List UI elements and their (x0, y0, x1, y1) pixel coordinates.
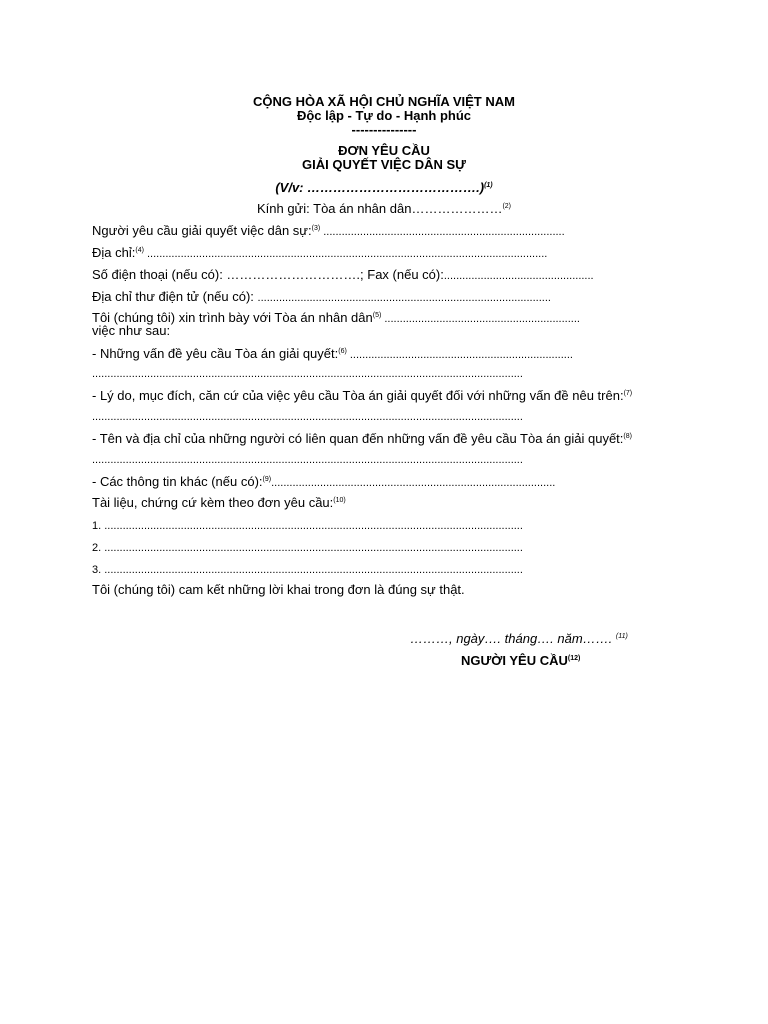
attachment-item: 1. ......................................................................................................................................... (92, 520, 523, 532)
form-title: ĐƠN YÊU CẦU (338, 143, 430, 158)
issues-line: - Những vấn đề yêu cầu Tòa án giải quyết:$^{(6)}$ ......................................................................... (92, 346, 573, 361)
field-phone-fax: Số điện thoại (nếu có): ………………………….; Fax (nếu có):................................................. (92, 267, 594, 282)
country-name: CỘNG HÒA XÃ HỘI CHỦ NGHĨA VIỆT NAM (253, 94, 515, 109)
national-motto: Độc lập - Tự do - Hạnh phúc (296, 108, 472, 123)
issues-fill-line: ............................................................................................................................................. (92, 368, 523, 380)
field-address: Địa chỉ:$^{(4)}$ ................................................................................................................................... (92, 245, 548, 260)
related-persons-line: - Tên và địa chỉ của những người có liên quan đến những vấn đề yêu cầu Tòa án giải quyết:$^{(8)}$ (92, 431, 632, 446)
date-line: ………, ngày…. tháng…. năm……. $^{(11)}$ (410, 631, 628, 646)
header-divider: --------------- (351, 122, 417, 137)
other-info-line: - Các thông tin khác (nếu có):$^{(9)}$............................................................................................. (92, 474, 556, 489)
commitment-statement: Tôi (chúng tôi) cam kết những lời khai trong đơn là đúng sự thật. (92, 582, 465, 597)
form-subtitle: GIẢI QUYẾT VIỆC DÂN SỰ (302, 157, 466, 172)
request-line-cont: việc như sau: (92, 323, 171, 338)
related-persons-fill-line: ............................................................................................................................................. (92, 454, 523, 466)
request-line: Tôi (chúng tôi) xin trình bày với Tòa án nhân dân$^{(5)}$ ................................................................ (92, 310, 580, 325)
reasons-line: - Lý do, mục đích, căn cứ của việc yêu cầu Tòa án giải quyết đối với những vấn đề nêu trên:$^{(7)}$ (92, 388, 633, 403)
addressee-line: Kính gửi: Tòa án nhân dân…………………$^{(2)}$ (256, 201, 512, 216)
attachment-item: 3. ......................................................................................................................................... (92, 564, 523, 576)
attachments-heading: Tài liệu, chứng cứ kèm theo đơn yêu cầu:$^{(10)}$ (92, 495, 346, 510)
signer-role: NGƯỜI YÊU CẦU$^{(12)}$ (461, 653, 581, 668)
attachment-item: 2. ......................................................................................................................................... (92, 542, 523, 554)
reasons-fill-line: ............................................................................................................................................. (92, 411, 523, 423)
field-requester: Người yêu cầu giải quyết việc dân sự:$^{(3)}$ ............................................................................... (92, 223, 565, 238)
subject-line: (V/v: ………………………………….)$^{(1)}$ (275, 180, 493, 195)
field-email: Địa chỉ thư điện tử (nếu có): ................................................................................................ (92, 289, 551, 304)
